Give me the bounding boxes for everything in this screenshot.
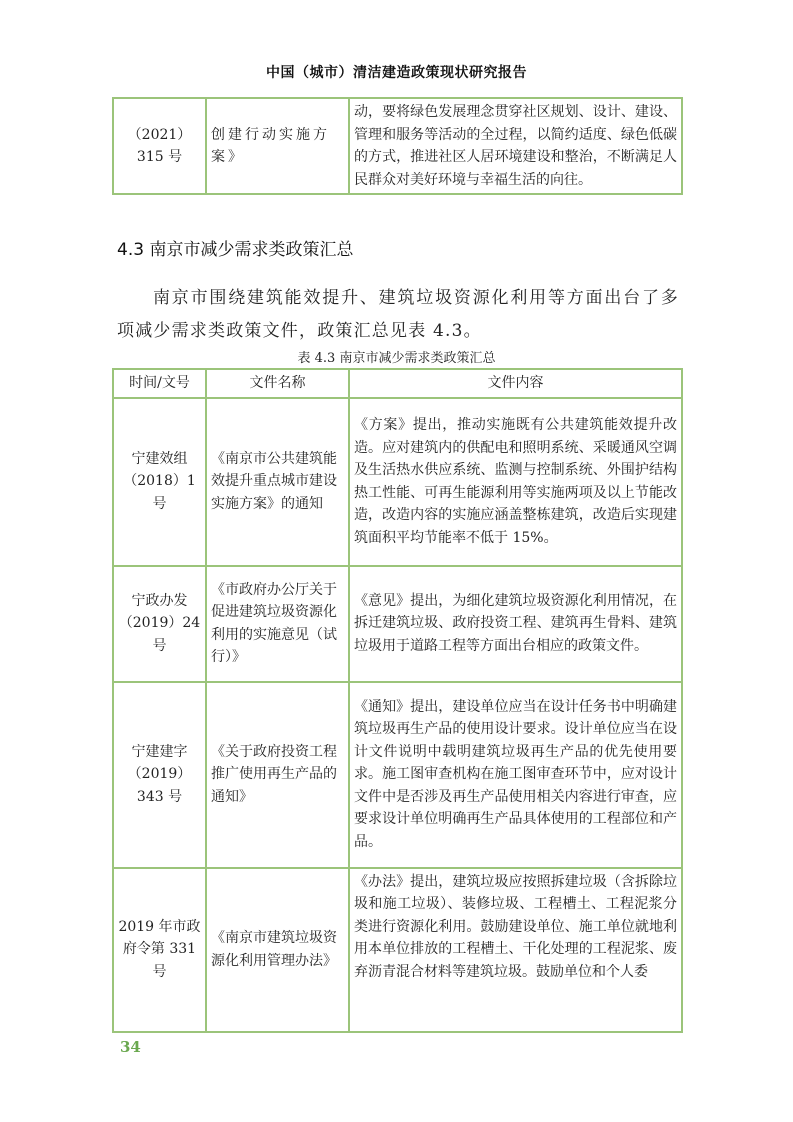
nanjing-policy-table	[112, 368, 683, 1033]
cell-content: 《意见》提出，为细化建筑垃圾资源化利用情况，在拆迁建筑垃圾、政府投资工程、建筑再生骨料、建筑垃圾用于道路工程等方面出台相应的政策文件。	[349, 566, 682, 682]
cell-name: 《南京市建筑垃圾资源化利用管理办法》	[206, 868, 349, 1032]
header-content: 文件内容	[349, 369, 682, 398]
cell-time: （2021）315 号	[113, 98, 206, 194]
cell-time: 宁政办发（2019）24 号	[113, 566, 206, 682]
cell-content: 《方案》提出，推动实施既有公共建筑能效提升改造。应对建筑内的供配电和照明系统、采暖通风空调及生活热水供应系统、监测与控制系统、外围护结构热工性能、可再生能源利用等实施两项及以上节能改造，改造内容的实施应涵盖整栋建筑，改造后实现建筑面积平均节能率不低于 15%。	[349, 398, 682, 566]
cell-time: 宁建效组（2018）1号	[113, 398, 206, 566]
cell-content: 动，要将绿色发展理念贯穿社区规划、设计、建设、管理和服务等活动的全过程，以简约适度、绿色低碳的方式，推进社区人居环境建设和整治，不断满足人民群众对美好环境与幸福生活的向往。	[349, 98, 682, 194]
table-row	[113, 98, 682, 194]
cell-name: 《市政府办公厅关于促进建筑垃圾资源化利用的实施意见（试行）》	[206, 566, 349, 682]
cell-name: 《关于政府投资工程推广使用再生产品的通知》	[206, 682, 349, 868]
table-caption: 表 4.3 南京市减少需求类政策汇总	[297, 351, 496, 366]
body-paragraph: 南京市围绕建筑能效提升、建筑垃圾资源化利用等方面出台了多项减少需求类政策文件，政策汇总见表 4.3。	[117, 288, 679, 341]
table-row	[113, 398, 682, 566]
table-row	[113, 682, 682, 868]
header-name: 文件名称	[206, 369, 349, 398]
continued-policy-table	[112, 97, 683, 195]
cell-name: 创建行动实施方案》	[206, 98, 349, 194]
section-heading: 4.3 南京市减少需求类政策汇总	[117, 240, 354, 260]
cell-name: 《南京市公共建筑能效提升重点城市建设实施方案》的通知	[206, 398, 349, 566]
cell-time: 2019 年市政府令第 331 号	[113, 868, 206, 1032]
table-row	[113, 868, 682, 1032]
cell-content: 《通知》提出，建设单位应当在设计任务书中明确建筑垃圾再生产品的使用设计要求。设计单位应当在设计文件说明中载明建筑垃圾再生产品的优先使用要求。施工图审查机构在施工图审查环节中，应对设计文件中是否涉及再生产品使用相关内容进行审查，应要求设计单位明确再生产品具体使用的工程部位和产品。	[349, 682, 682, 868]
table-row	[113, 566, 682, 682]
table-header-row	[113, 369, 682, 398]
running-header-title: 中国（城市）清洁建造政策现状研究报告	[266, 65, 527, 81]
header-time: 时间/文号	[113, 369, 206, 398]
cell-time: 宁建建字（2019）343 号	[113, 682, 206, 868]
cell-content: 《办法》提出，建筑垃圾应按照拆建垃圾（含拆除垃圾和施工垃圾）、装修垃圾、工程槽土、工程泥浆分类进行资源化利用。鼓励建设单位、施工单位就地利用本单位排放的工程槽土、干化处理的工程泥浆、废弃沥青混合材料等建筑垃圾。鼓励单位和个人委	[349, 868, 682, 1032]
page-number: 34	[120, 1038, 141, 1056]
